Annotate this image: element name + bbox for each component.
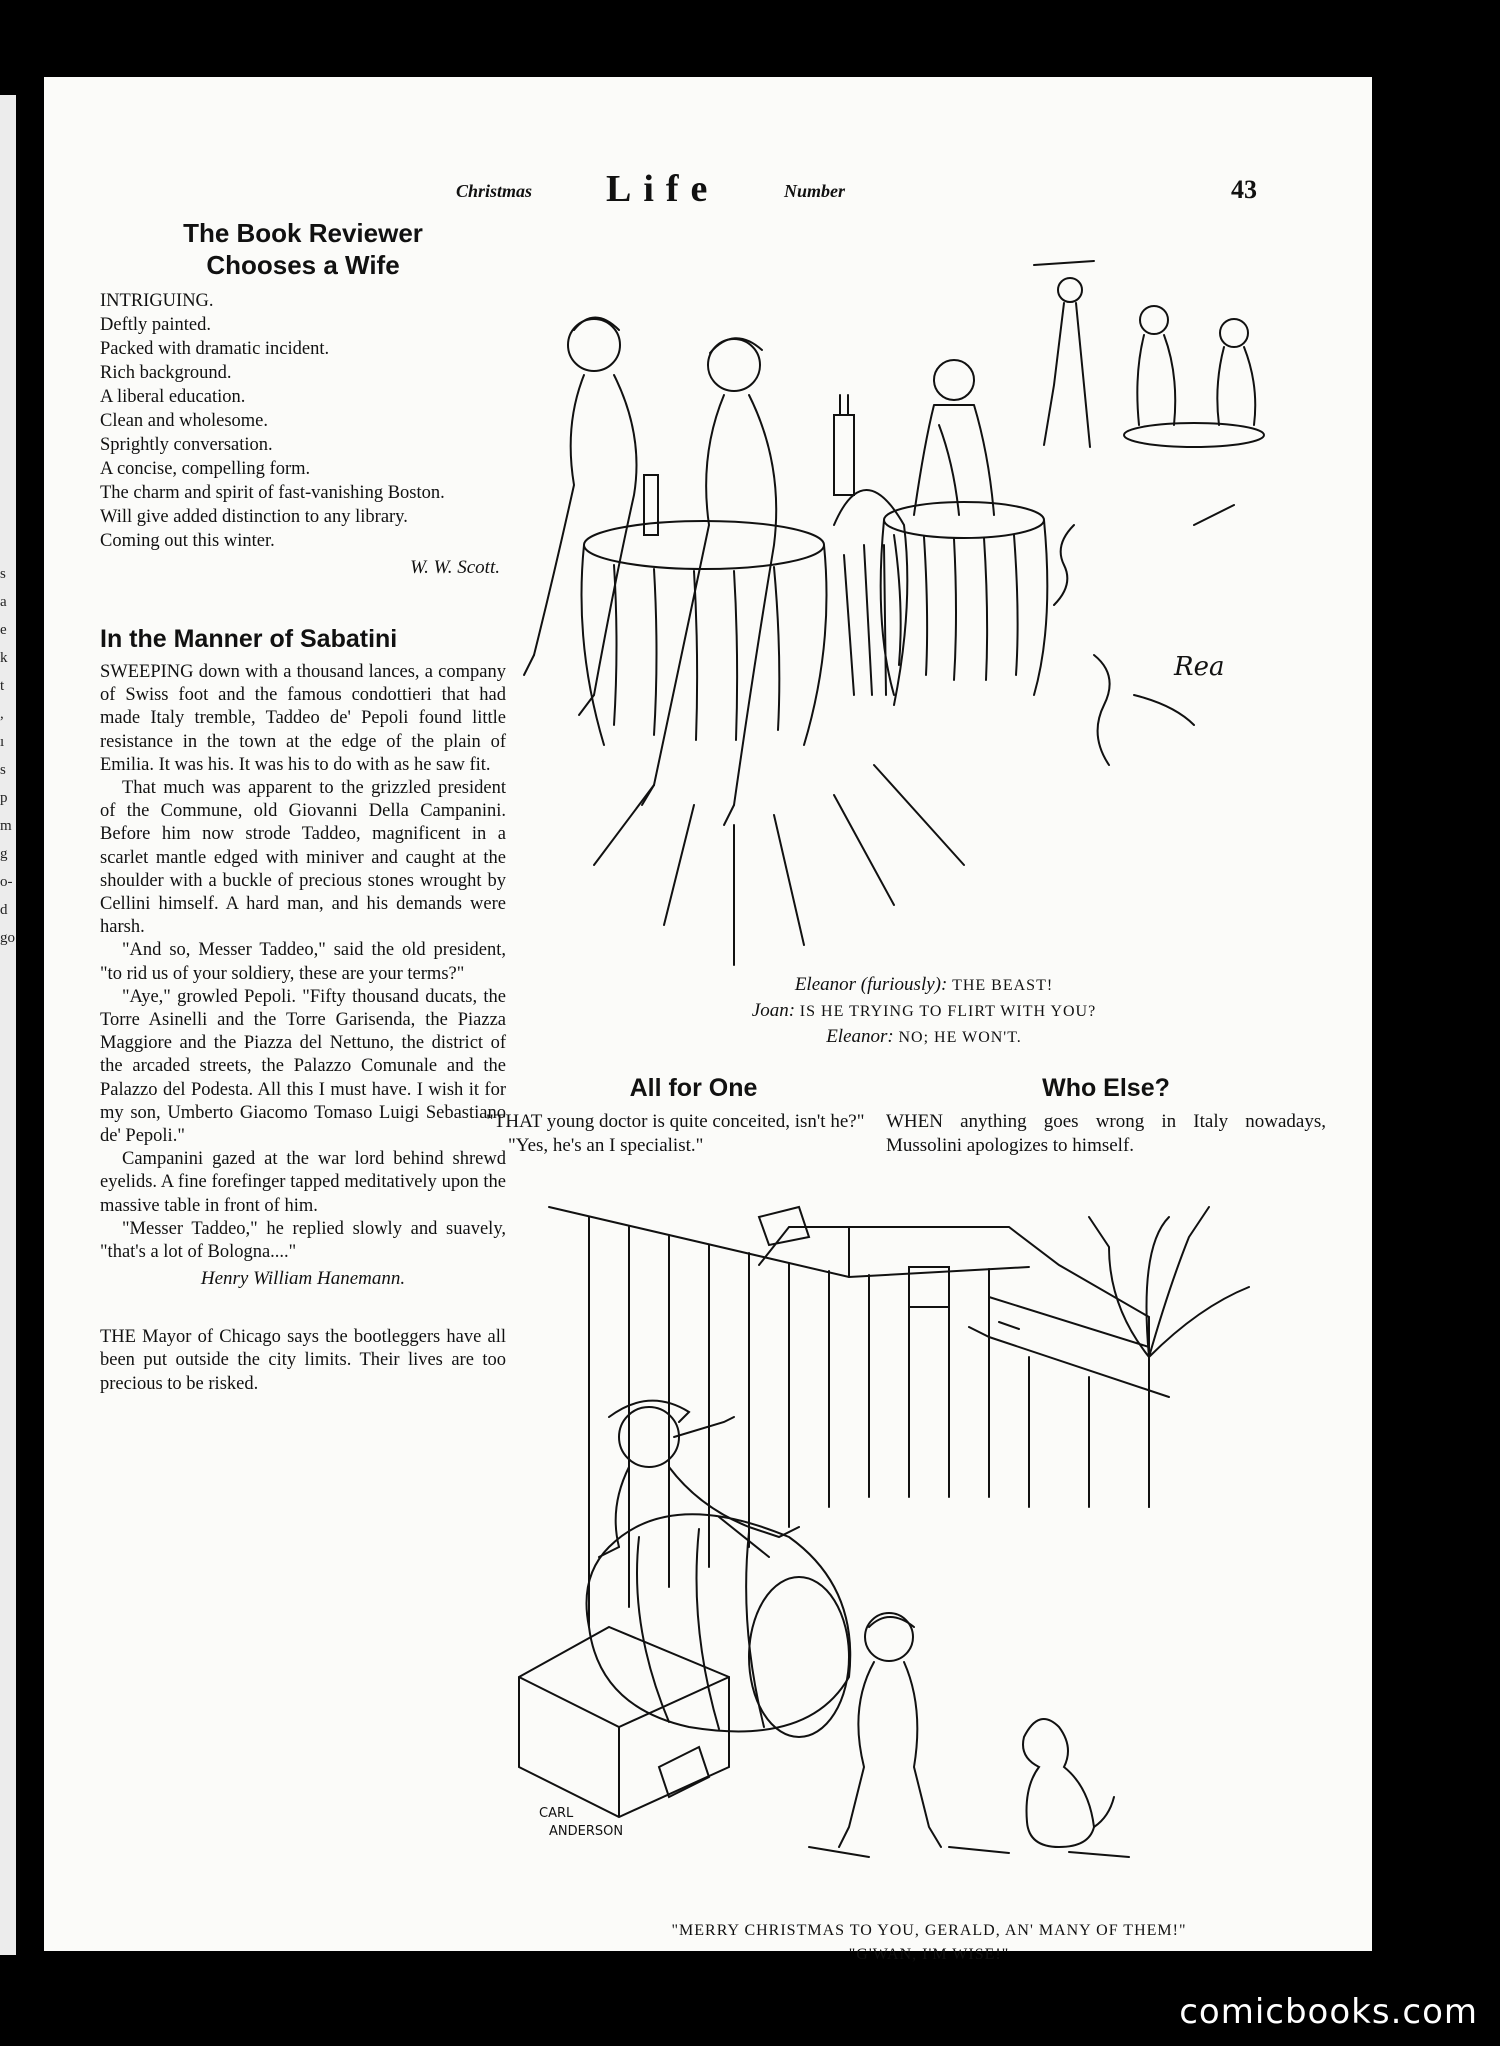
fragment: s xyxy=(0,762,6,778)
fragment: , xyxy=(0,706,4,722)
story-paragraph: That much was apparent to the grizzled president of the Commune, old Giovanni Della Campanini. Before him now strode Taddeo, magnificent in a scarlet mantle edged with miniver and caught at the shoulder with a buckle of precious stones wrought by Cellini himself. A hard man, and his demands were harsh. xyxy=(100,778,506,938)
book-reviewer-author: W. W. Scott. xyxy=(410,557,500,578)
book-reviewer-title-line2: Chooses a Wife xyxy=(206,250,400,280)
book-reviewer-title xyxy=(100,217,506,281)
story-paragraph: "Aye," growled Pepoli. "Fifty thousand ducats, the Torre Asinelli and the Torre Garisenda, the Piazza Maggiore and the Piazza del Nettuno, the district of the arcaded streets, the Palazzo Comunale and the Palazzo del Podesta. All this I must have. I wish it for my son, Umberto Giacomo Tomaso Luigi Sebastiano de' Pepoli." xyxy=(100,986,506,1147)
story-paragraph: SWEEPING down with a thousand lances, a company of Swiss foot and the famous condottieri that had made Italy tremble, Taddeo de' Pepoli found little resistance in the town at the edge of the plain of Emilia. It was his. It was his to do with as he saw fit. xyxy=(100,662,506,775)
caption-speaker: Joan: xyxy=(751,1000,796,1021)
who-else-column xyxy=(886,1072,1326,1158)
fragment: go xyxy=(0,930,15,946)
cafe-cartoon-illustration xyxy=(534,225,1324,965)
header-word-christmas: Christmas xyxy=(456,181,533,201)
fragment: s xyxy=(0,566,6,582)
who-else-text: WHEN anything goes wrong in Italy nowadays, Mussolini apologizes to himself. xyxy=(886,1111,1326,1156)
all-for-one-line2: "Yes, he's an I specialist." xyxy=(508,1135,704,1156)
book-reviewer-poem xyxy=(100,289,506,553)
poem-line: The charm and spirit of fast-vanishing Boston. xyxy=(100,483,445,503)
fragment: d xyxy=(0,902,8,918)
fragment: t xyxy=(0,678,5,694)
magazine-page xyxy=(44,77,1372,1963)
caption-text: THE BEAST! xyxy=(952,977,1054,994)
poem-line: INTRIGUING. xyxy=(100,291,214,311)
caption-line: "MERRY CHRISTMAS TO YOU, GERALD, AN' MANY OF THEM!" xyxy=(671,1922,1187,1939)
all-for-one-line1: "THAT young doctor is quite conceited, isn't he?" xyxy=(486,1111,865,1132)
barrel-cartoon-caption xyxy=(549,1919,1309,1967)
story-paragraph: "And so, Messer Taddeo," said the old president, "to rid us of your soldiery, these are your terms?" xyxy=(100,940,506,984)
book-reviewer-title-line1: The Book Reviewer xyxy=(183,218,423,248)
fragment: g xyxy=(0,846,8,862)
poem-line: Will give added distinction to any library. xyxy=(100,507,408,527)
poem-line: Deftly painted. xyxy=(100,315,211,335)
fragment: m xyxy=(0,818,12,834)
caption-text: NO; HE WON'T. xyxy=(898,1029,1022,1046)
caption-speaker: Eleanor: xyxy=(826,1026,894,1047)
caption-text: IS HE TRYING TO FLIRT WITH YOU? xyxy=(799,1003,1097,1020)
caption-speaker: Eleanor (furiously): xyxy=(794,974,948,995)
barrel-cartoon-illustration xyxy=(539,1207,1349,1907)
chicago-paragraph xyxy=(100,1326,506,1396)
fragment: k xyxy=(0,650,8,666)
page-number: 43 xyxy=(1231,175,1257,204)
left-column xyxy=(100,217,506,1396)
all-for-one-title: All for One xyxy=(629,1074,758,1102)
poem-line: A liberal education. xyxy=(100,387,246,407)
cartoon1-signature: Rea xyxy=(1174,652,1225,682)
header-word-number: Number xyxy=(784,181,846,201)
caption-line: "G'WAN, I'M WISE!" xyxy=(848,1946,1010,1963)
page-header xyxy=(44,167,1372,210)
poem-line: Sprightly conversation. xyxy=(100,435,273,455)
adjacent-page-fragments xyxy=(0,560,16,952)
cartoon2-signature-line1: CARL xyxy=(539,1806,574,1821)
sabatini-author: Henry William Hanemann. xyxy=(200,1268,406,1290)
fragment: p xyxy=(0,790,8,806)
fragment: e xyxy=(0,622,7,638)
sabatini-story xyxy=(100,661,506,1264)
cartoon2-signature-line2: ANDERSON xyxy=(549,1824,624,1839)
story-paragraph: Campanini gazed at the war lord behind shrewd eyelids. A fine forefinger tapped meditatively upon the massive table in front of him. xyxy=(100,1149,506,1216)
all-for-one-column xyxy=(486,1072,901,1158)
sabatini-title: In the Manner of Sabatini xyxy=(100,625,398,653)
life-masthead: Life xyxy=(606,168,720,210)
who-else-title: Who Else? xyxy=(1042,1074,1170,1102)
chicago-text: THE Mayor of Chicago says the bootleggers have all been put outside the city limits. Their lives are too precious to be risked. xyxy=(100,1327,506,1394)
story-paragraph: "Messer Taddeo," he replied slowly and suavely, "that's a lot of Bologna...." xyxy=(100,1218,506,1263)
poem-line: Clean and wholesome. xyxy=(100,411,268,431)
fragment: ı xyxy=(0,734,5,750)
watermark: comicbooks.com xyxy=(1179,1992,1478,2032)
poem-line: Packed with dramatic incident. xyxy=(100,339,330,359)
fragment: a xyxy=(0,594,7,610)
fragment: o- xyxy=(0,874,13,890)
cafe-cartoon-caption xyxy=(534,972,1314,1050)
adjacent-page-edge xyxy=(0,95,16,1955)
poem-line: A concise, compelling form. xyxy=(100,459,311,479)
poem-line: Coming out this winter. xyxy=(100,531,275,551)
poem-line: Rich background. xyxy=(100,363,232,383)
